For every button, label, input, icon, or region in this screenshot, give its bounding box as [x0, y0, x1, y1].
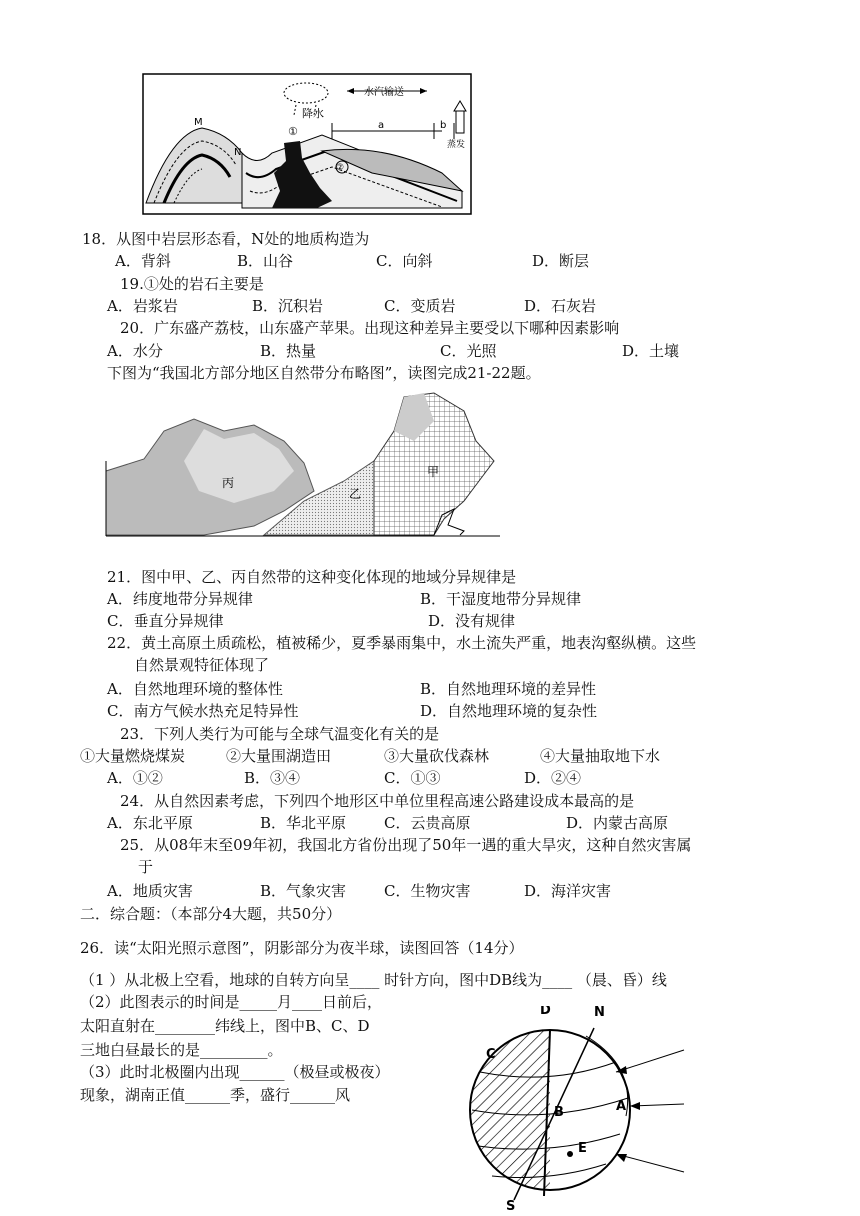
label-vapor: 水汽输送 — [364, 87, 404, 98]
q19-stem: 19.①处的岩石主要是 — [120, 275, 264, 293]
q26-part2-line1: （2）此图表示的时间是_____月____日前后， — [80, 993, 383, 1011]
q23-option-c[interactable]: C．①③ — [384, 769, 441, 787]
q24-option-b[interactable]: B．华北平原 — [260, 814, 347, 832]
q26-part2-line3: 三地白昼最长的是_________。 — [80, 1041, 283, 1059]
q22-option-b[interactable]: B．自然地理环境的差异性 — [420, 680, 597, 698]
label-N: N — [234, 147, 242, 158]
label-a: a — [378, 120, 385, 131]
label-S: S — [506, 1199, 516, 1212]
q18-option-b[interactable]: B．山谷 — [237, 252, 294, 270]
q20-stem: 20．广东盛产荔枝，山东盛产苹果。出现这种差异主要受以下哪种因素影响 — [120, 319, 620, 337]
q24-stem: 24．从自然因素考虑，下列四个地形区中单位里程高速公路建设成本最高的是 — [120, 792, 635, 810]
q24-option-a[interactable]: A．东北平原 — [107, 814, 193, 832]
q18-option-a[interactable]: A．背斜 — [115, 252, 171, 270]
q21-option-c[interactable]: C．垂直分异规律 — [107, 612, 224, 630]
q20-option-d[interactable]: D．土壤 — [622, 342, 680, 360]
label-N: N — [594, 1006, 605, 1020]
q21-option-d[interactable]: D．没有规律 — [428, 612, 516, 630]
q21-option-b[interactable]: B．干湿度地带分异规律 — [420, 590, 582, 608]
q18-option-c[interactable]: C．向斜 — [376, 252, 433, 270]
q20-option-a[interactable]: A．水分 — [107, 342, 163, 360]
q26-stem: 26．读“太阳光照示意图”，阴影部分为夜半球，读图回答（14分） — [80, 939, 524, 957]
q23-item-3: ③大量砍伐森林 — [384, 747, 490, 765]
label-evap: 蒸发 — [447, 140, 466, 150]
q23-item-2: ②大量围湖造田 — [226, 747, 332, 765]
label-C: C — [486, 1047, 496, 1062]
label-1: ① — [288, 125, 298, 138]
q23-option-d[interactable]: D．②④ — [524, 769, 582, 787]
q25-option-a[interactable]: A．地质灾害 — [107, 882, 193, 900]
intro-21-22: 下图为“我国北方部分地区自然带分布略图”，读图完成21-22题。 — [107, 364, 541, 382]
label-yi: 乙 — [349, 487, 362, 501]
label-A: A — [616, 1099, 627, 1114]
q18-option-d[interactable]: D．断层 — [532, 252, 590, 270]
label-D: D — [540, 1006, 551, 1018]
q22-option-d[interactable]: D．自然地理环境的复杂性 — [420, 702, 598, 720]
q22-option-c[interactable]: C．南方气候水热充足特异性 — [107, 702, 299, 720]
q26-part3-line2: 现象，湖南正值______季，盛行______风 — [80, 1086, 351, 1104]
q20-option-b[interactable]: B．热量 — [260, 342, 317, 360]
geology-section-figure — [142, 73, 472, 215]
q23-item-1: ①大量燃烧煤炭 — [80, 747, 186, 765]
q23-stem: 23．下列人类行为可能与全球气温变化有关的是 — [120, 725, 440, 743]
q19-option-b[interactable]: B．沉积岩 — [252, 297, 324, 315]
q19-option-d[interactable]: D．石灰岩 — [524, 297, 597, 315]
label-bing: 丙 — [222, 476, 235, 490]
q23-option-b[interactable]: B．③④ — [244, 769, 301, 787]
natural-zone-map-figure — [104, 391, 502, 537]
q22-stem-line1: 22．黄土高原土质疏松，植被稀少，夏季暴雨集中，水土流失严重，地表沟壑纵横。这些 — [107, 634, 697, 652]
q26-part3-line1: （3）此时北极圈内出现______（极昼或极夜） — [80, 1063, 390, 1081]
q24-option-d[interactable]: D．内蒙古高原 — [566, 814, 669, 832]
q25-option-c[interactable]: C．生物灾害 — [384, 882, 471, 900]
section-2-heading: 二．综合题：（本部分4大题，共50分） — [80, 905, 342, 923]
q24-option-c[interactable]: C．云贵高原 — [384, 814, 471, 832]
q18-stem: 18．从图中岩层形态看，N处的地质构造为 — [82, 230, 370, 248]
q25-option-d[interactable]: D．海洋灾害 — [524, 882, 612, 900]
label-B: B — [554, 1105, 564, 1120]
q19-option-a[interactable]: A．岩浆岩 — [107, 297, 178, 315]
label-jia: 甲 — [427, 465, 440, 479]
q21-stem: 21．图中甲、乙、丙自然带的这种变化体现的地域分异规律是 — [107, 568, 517, 586]
q21-option-a[interactable]: A．纬度地带分异规律 — [107, 590, 253, 608]
label-rain: 降水 — [302, 107, 324, 120]
label-E: E — [578, 1141, 587, 1156]
q25-option-b[interactable]: B．气象灾害 — [260, 882, 347, 900]
sunlight-globe-figure — [466, 1006, 698, 1212]
q23-item-4: ④大量抽取地下水 — [540, 747, 661, 765]
label-b: b — [440, 120, 447, 131]
q26-part2-line2: 太阳直射在________纬线上，图中B、C、D — [80, 1017, 370, 1035]
q26-part1: （1 ）从北极上空看，地球的自转方向呈____ 时针方向，图中DB线为____ （晨、昏）线 — [80, 971, 667, 989]
q22-option-a[interactable]: A．自然地理环境的整体性 — [107, 680, 283, 698]
q22-stem-line2: 自然景观特征体现了 — [134, 656, 270, 674]
label-2: ② — [336, 163, 345, 173]
q23-option-a[interactable]: A．①② — [107, 769, 163, 787]
q25-stem-line2: 于 — [138, 858, 154, 876]
q19-option-c[interactable]: C．变质岩 — [384, 297, 456, 315]
label-M: M — [194, 117, 203, 128]
q20-option-c[interactable]: C．光照 — [440, 342, 497, 360]
q25-stem-line1: 25．从08年末至09年初，我国北方省份出现了50年一遇的重大旱灾，这种自然灾害属 — [120, 836, 692, 854]
